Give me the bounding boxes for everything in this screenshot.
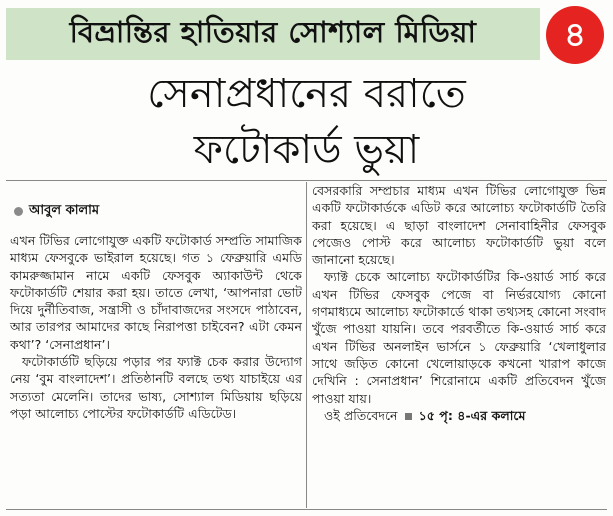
paragraph: এখন টিভির লোগোযুক্ত একটি ফটোকার্ড সম্প্রতি সামাজিক মাধ্যম ফেসবুকে ভাইরাল হয়েছে। গত ১ ফেব্রুয়ারি এমডি কামরুজ্জামান নামে একটি ফেসবুক অ্যাকাউন্ট থেকে ফটোকার্ডটি শেয়ার করা হয়। তাতে লেখা, ‘আপনারা ভোট দিয়ে দুর্নীতিবাজ, সন্ত্রাসী ও চাঁদাবাজদের সংসদে পাঠাবেন, আর তারপর আমাদের কাছে নিরাপত্তা চাইবেন? এটা কেমন কথা’? ‘সেনাপ্রধান’। [10, 233, 302, 352]
last-line-text: ওই প্রতিবেদনে [324, 407, 398, 423]
byline-bullet-icon [14, 207, 23, 216]
left-column [10, 232, 302, 422]
headline-line-2: ফটোকার্ড ভুয়া [193, 127, 420, 173]
paragraph: বেসরকারি সম্প্রচার মাধ্যম এখন টিভির লোগোযুক্ত ভিন্ন একটি ফটোকার্ডকে এডিট করে আলোচ্য ফটোকার্ডটি তৈরি করা হয়েছে। এ ছাড়া বাংলাদেশ সেনাবাহিনীর ফেসবুক পেজেও পোস্ট করে আলোচ্য ফটোকার্ডটি ভুয়া বলে জানানো হয়েছে। [312, 183, 606, 268]
section-banner [6, 8, 540, 60]
series-number: ৪ [563, 15, 587, 55]
paragraph: ফটোকার্ডটি ছড়িয়ে পড়ার পর ফ্যাক্ট চেক করার উদ্যোগ নেয় ‘বুম বাংলাদেশ’। প্রতিষ্ঠানটি বলছে তথ্য যাচাইয়ে এর সত্যতা মেলেনি। তাদের ভাষ্য, সোশ্যাল মিডিয়ায় ছড়িয়ে পড়া আলোচ্য পোস্টের ফটোকার্ডটি এডিটেড। [10, 354, 302, 421]
top-rule [6, 180, 607, 181]
paragraph: ফ্যাক্ট চেকে আলোচ্য ফটোকার্ডটির কি-ওয়ার্ড সার্চ করে এখন টিভির ফেসবুক পেজে বা নির্ভরযোগ্য কোনো গণমাধ্যমে আলোচ্য ফটোকার্ডে থাকা তথ্যসহ কোনো সংবাদ খুঁজে পাওয়া যায়নি। তবে পরবর্তীতে কি-ওয়ার্ড সার্চ করে এখন টিভির অনলাইন ভার্সনে ১ ফেব্রুয়ারি ‘খেলাধুলার সাথে জড়িত কোনো খেলোয়াড়কে কখনো খারাপ কাজে দেখিনি : সেনাপ্রধান’ শিরোনামে একটি প্রতিবেদন খুঁজে পাওয়া যায়। [312, 269, 606, 406]
bottom-rule [6, 509, 607, 510]
byline [14, 201, 99, 222]
right-column [312, 182, 606, 424]
continuation-line [312, 407, 606, 424]
continuation-note: ১৫ পৃ: ৪-এর কলামে [418, 407, 526, 423]
section-title: বিভ্রান্তির হাতিয়ার সোশ্যাল মিডিয়া [69, 14, 477, 49]
square-bullet-icon [405, 413, 412, 420]
headline-line-1: সেনাপ্রধানের বরাতে [147, 71, 466, 117]
column-divider [306, 182, 307, 508]
series-number-badge [546, 6, 604, 64]
author-name: আবুল কালাম [29, 203, 100, 218]
